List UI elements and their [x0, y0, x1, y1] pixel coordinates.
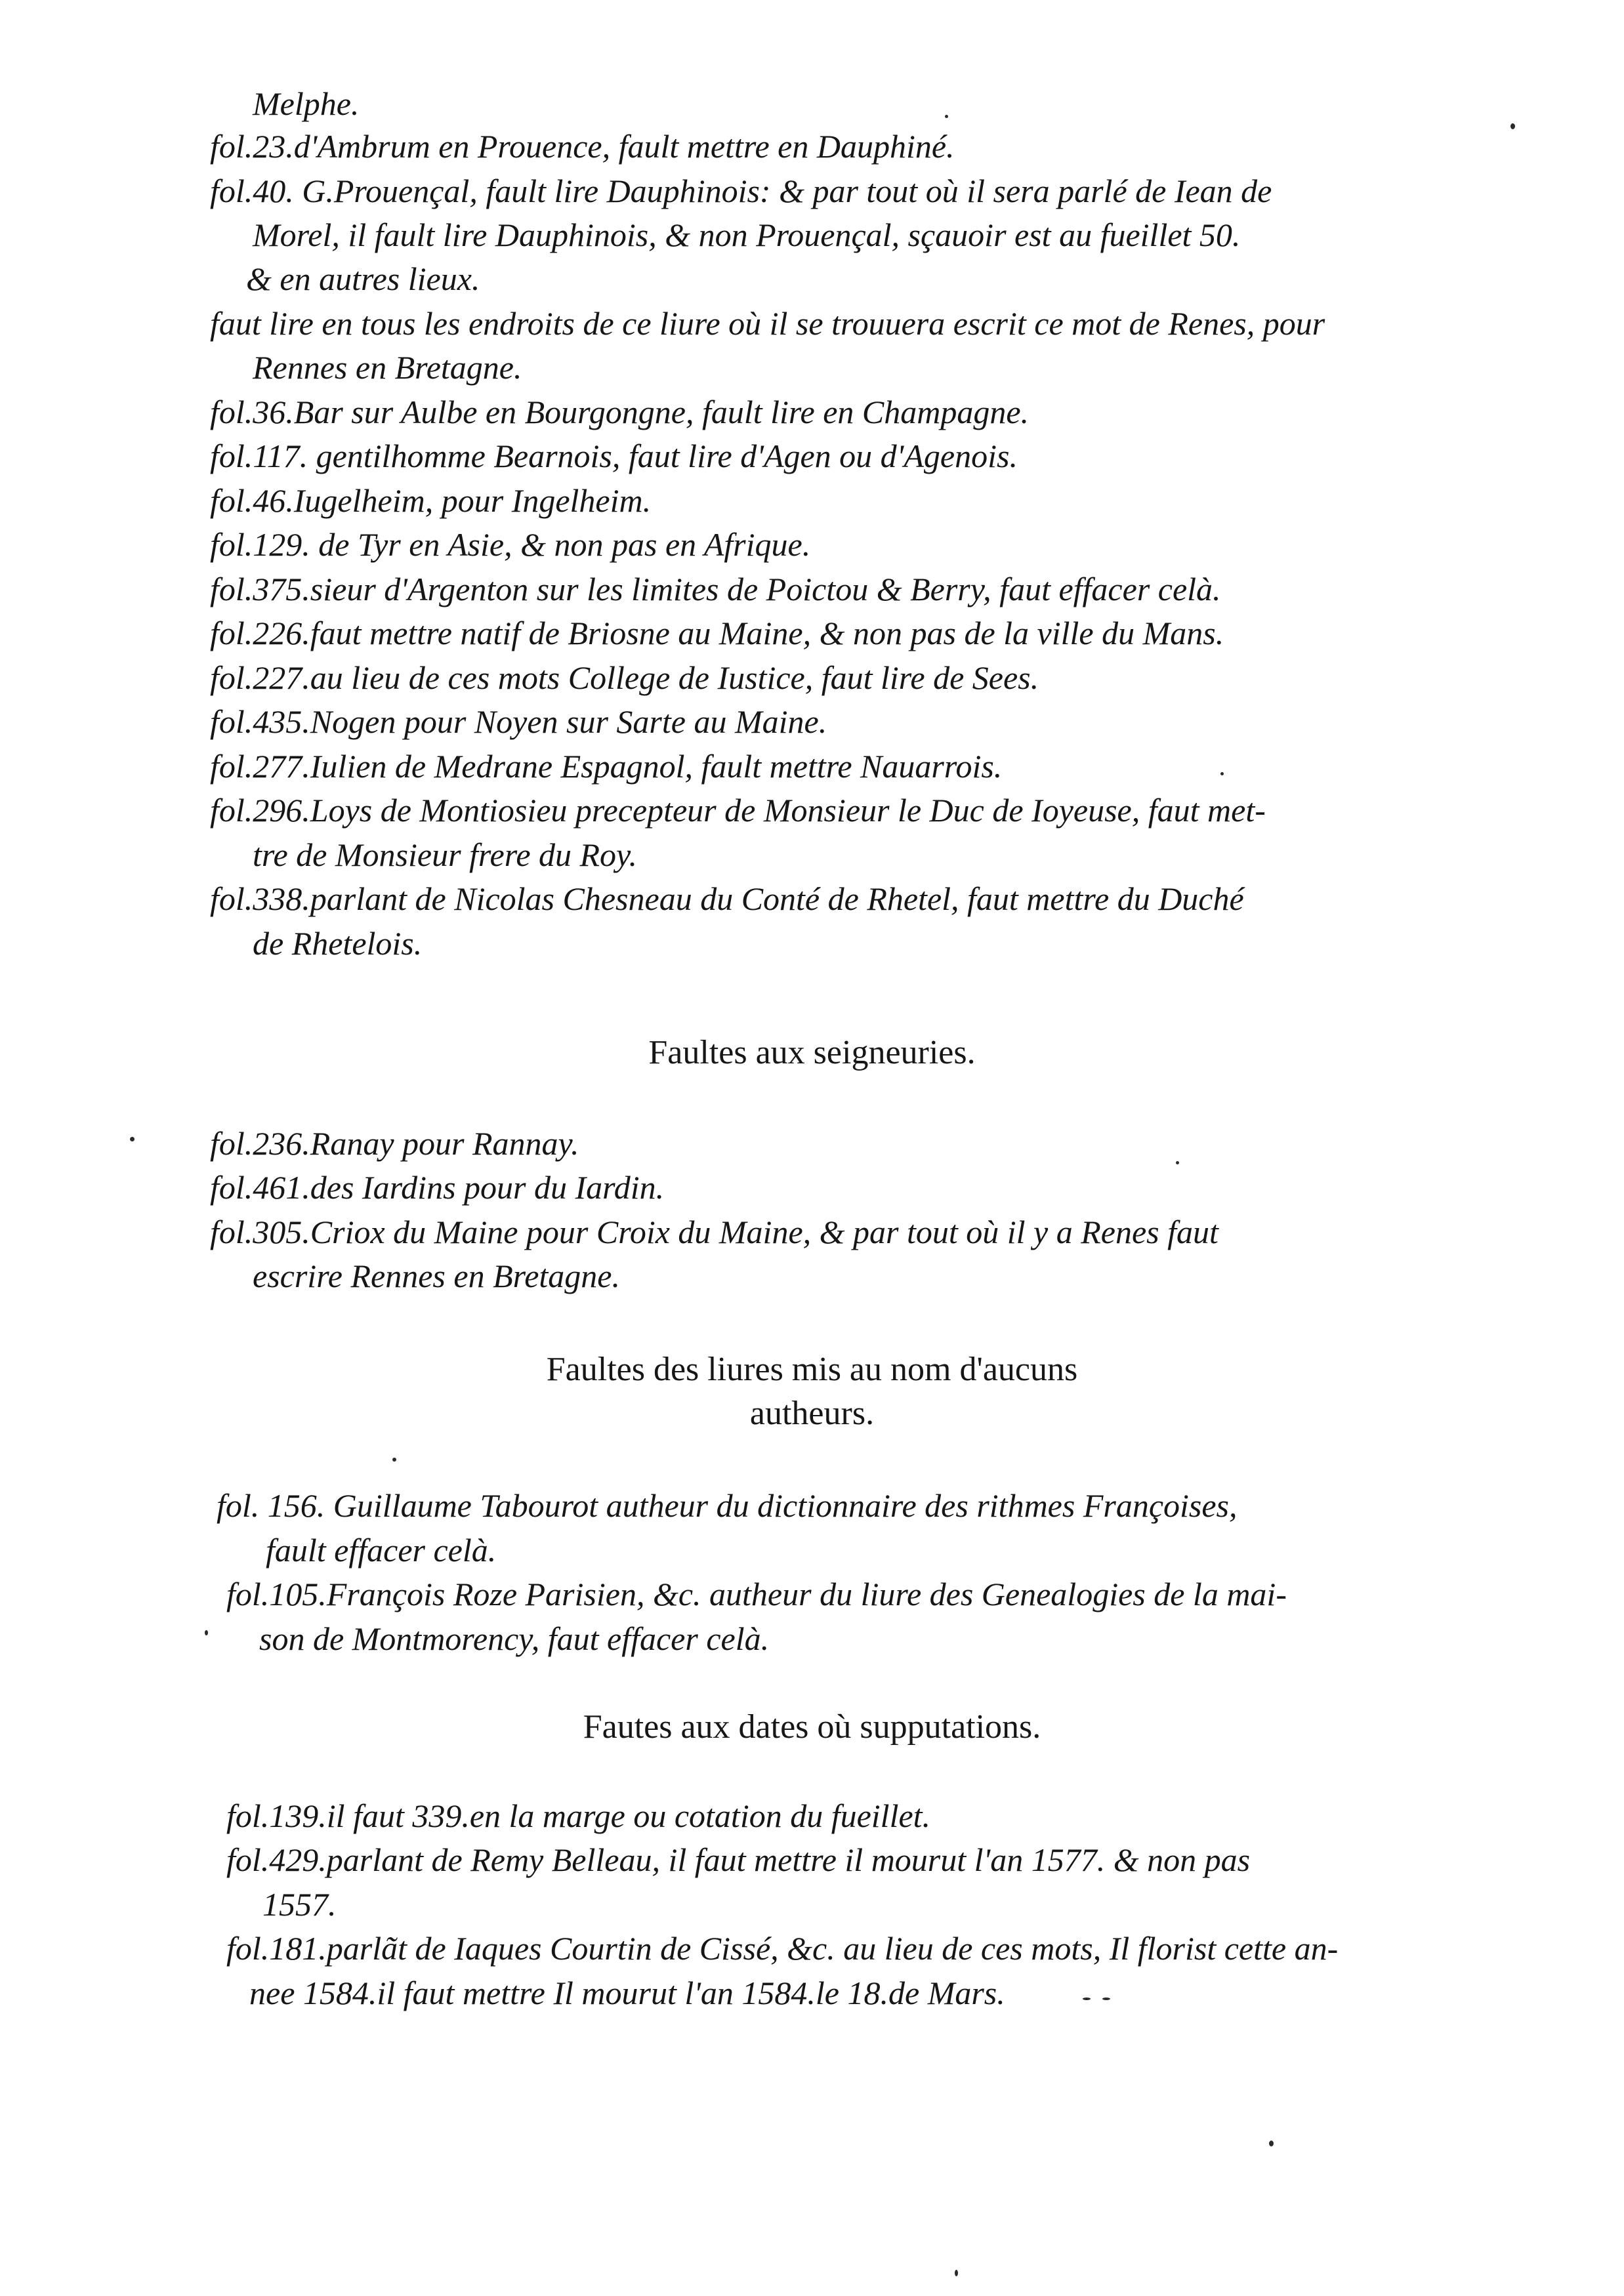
errata-line: fol.429.parlant de Remy Belleau, il faut mettre il mourut l'an 1577. & non pas — [226, 1841, 1251, 1878]
scan-speck — [1510, 123, 1515, 129]
errata-line: & en autres lieux. — [246, 260, 480, 297]
scan-speck — [1102, 1998, 1110, 2000]
scan-speck — [1176, 1161, 1179, 1164]
errata-line: fol.139.il faut 339.en la marge ou cotation du fueillet. — [226, 1797, 931, 1834]
scan-speck — [945, 115, 948, 118]
errata-line: son de Montmorency, faut effacer celà. — [259, 1620, 770, 1657]
scan-speck — [1269, 2141, 1274, 2146]
scan-speck — [955, 2270, 958, 2276]
errata-line: fol.23.d'Ambrum en Prouence, fault mettre en Dauphiné. — [210, 128, 955, 165]
errata-line: fol.236.Ranay pour Rannay. — [210, 1125, 579, 1162]
section-heading-authors-cont: autheurs. — [749, 1395, 875, 1432]
errata-line: Melphe. — [253, 85, 360, 122]
errata-line: Rennes en Bretagne. — [253, 349, 522, 386]
errata-line: 1557. — [262, 1886, 337, 1923]
errata-line: fol.226.faut mettre natif de Briosne au Maine, & non pas de la ville du Mans. — [210, 615, 1224, 651]
scan-speck — [392, 1458, 396, 1462]
errata-line: fol.296.Loys de Montiosieu precepteur de Monsieur le Duc de Ioyeuse, faut met- — [210, 792, 1266, 829]
errata-line: fault effacer celà. — [266, 1532, 497, 1568]
errata-line: fol.40. G.Prouençal, fault lire Dauphinois: & par tout où il sera parlé de Iean de — [210, 173, 1272, 209]
errata-line: fol.435.Nogen pour Noyen sur Sarte au Maine. — [210, 703, 827, 740]
scan-speck — [1220, 772, 1224, 775]
errata-line: fol.46.Iugelheim, pour Ingelheim. — [210, 482, 652, 519]
errata-line: fol.277.Iulien de Medrane Espagnol, fault mettre Nauarrois. — [210, 748, 1003, 785]
errata-line: fol.227.au lieu de ces mots College de Iustice, faut lire de Sees. — [210, 659, 1039, 696]
errata-line: fol. 156. Guillaume Tabourot autheur du dictionnaire des rithmes Françoises, — [217, 1487, 1238, 1524]
errata-line: fol.117. gentilhomme Bearnois, faut lire d'Agen ou d'Agenois. — [210, 438, 1018, 474]
errata-line: fol.105.François Roze Parisien, &c. autheur du liure des Genealogies de la mai- — [226, 1576, 1287, 1612]
scan-speck — [130, 1137, 135, 1141]
section-heading-seigneuries: Faultes aux seigneuries. — [648, 1034, 976, 1071]
errata-line: de Rhetelois. — [253, 925, 423, 962]
errata-line: Morel, il fault lire Dauphinois, & non Prouençal, sçauoir est au fueillet 50. — [253, 216, 1241, 253]
scan-speck — [1083, 1998, 1091, 2000]
errata-line: fol.338.parlant de Nicolas Chesneau du Conté de Rhetel, faut mettre du Duché — [210, 880, 1244, 917]
scan-speck — [205, 1630, 208, 1635]
errata-line: nee 1584.il faut mettre Il mourut l'an 1584.le 18.de Mars. — [249, 1975, 1005, 2011]
errata-line: escrire Rennes en Bretagne. — [253, 1258, 620, 1294]
errata-line: fol.36.Bar sur Aulbe en Bourgongne, fault lire en Champagne. — [210, 394, 1030, 430]
errata-line: faut lire en tous les endroits de ce liure où il se trouuera escrit ce mot de Renes, pour — [210, 305, 1325, 342]
errata-line: fol.461.des Iardins pour du Iardin. — [210, 1169, 665, 1206]
errata-line: fol.375.sieur d'Argenton sur les limites de Poictou & Berry, faut effacer celà. — [210, 571, 1221, 607]
section-heading-authors: Faultes des liures mis au nom d'aucuns — [546, 1351, 1078, 1388]
errata-line: fol.305.Criox du Maine pour Croix du Maine, & par tout où il y a Renes faut — [210, 1214, 1218, 1250]
section-heading-dates: Fautes aux dates où supputations. — [583, 1708, 1041, 1746]
errata-line: tre de Monsieur frere du Roy. — [253, 836, 637, 873]
errata-line: fol.181.parlãt de Iaques Courtin de Cissé, &c. au lieu de ces mots, Il florist cette an- — [226, 1930, 1339, 1967]
errata-line: fol.129. de Tyr en Asie, & non pas en Afrique. — [210, 526, 811, 563]
